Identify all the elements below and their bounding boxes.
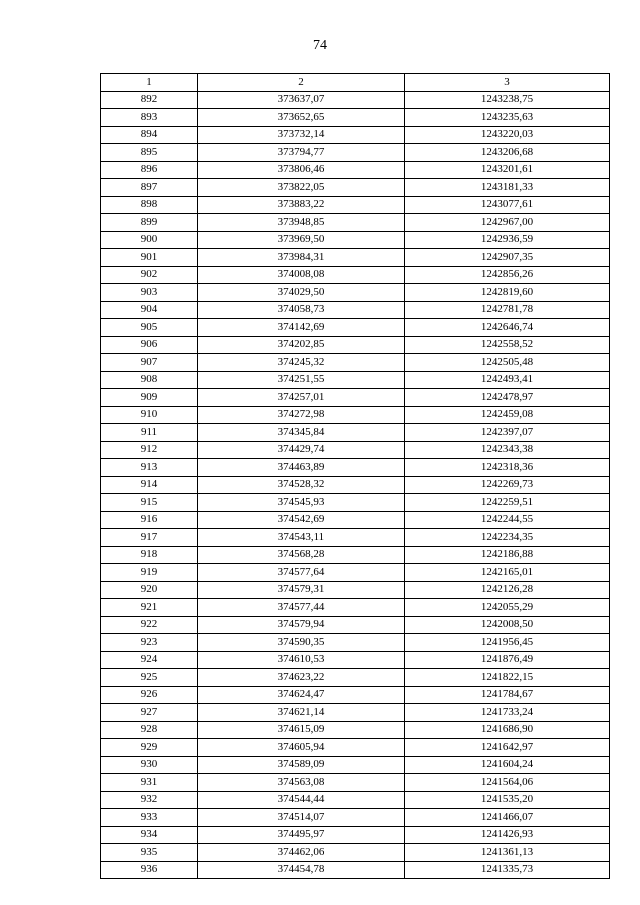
table-row <box>101 721 610 739</box>
table-cell: 1242008,50 <box>405 616 610 634</box>
table-cell: 913 <box>101 459 198 477</box>
table-row <box>101 774 610 792</box>
table-row <box>101 214 610 232</box>
table-cell: 924 <box>101 651 198 669</box>
table-row <box>101 109 610 127</box>
table-row <box>101 441 610 459</box>
table-cell: 374610,53 <box>198 651 405 669</box>
table-cell: 1242781,78 <box>405 301 610 319</box>
table-cell: 374563,08 <box>198 774 405 792</box>
table-cell: 374495,97 <box>198 826 405 844</box>
table-cell: 373969,50 <box>198 231 405 249</box>
table-cell: 896 <box>101 161 198 179</box>
table-cell: 1241733,24 <box>405 704 610 722</box>
table-cell: 374621,14 <box>198 704 405 722</box>
table-cell: 897 <box>101 179 198 197</box>
table-cell: 1242819,60 <box>405 284 610 302</box>
table-row <box>101 459 610 477</box>
table-cell: 1242558,52 <box>405 336 610 354</box>
table-row <box>101 371 610 389</box>
table-cell: 374545,93 <box>198 494 405 512</box>
table-cell: 374514,07 <box>198 809 405 827</box>
table-cell: 1241604,24 <box>405 756 610 774</box>
table-cell: 374605,94 <box>198 739 405 757</box>
table-row <box>101 704 610 722</box>
table-cell: 1243206,68 <box>405 144 610 162</box>
table-row <box>101 791 610 809</box>
table-cell: 1242234,35 <box>405 529 610 547</box>
table-row <box>101 826 610 844</box>
table-cell: 1241535,20 <box>405 791 610 809</box>
table-cell: 919 <box>101 564 198 582</box>
table-cell: 374008,08 <box>198 266 405 284</box>
table-cell: 920 <box>101 581 198 599</box>
table-body <box>101 91 610 879</box>
table-row <box>101 319 610 337</box>
table-cell: 373883,22 <box>198 196 405 214</box>
table-cell: 374429,74 <box>198 441 405 459</box>
table-cell: 923 <box>101 634 198 652</box>
table-cell: 934 <box>101 826 198 844</box>
table-cell: 911 <box>101 424 198 442</box>
table-cell: 908 <box>101 371 198 389</box>
table-row <box>101 634 610 652</box>
table-cell: 1241642,97 <box>405 739 610 757</box>
table-row <box>101 284 610 302</box>
table-cell: 374568,28 <box>198 546 405 564</box>
table-row <box>101 336 610 354</box>
table-cell: 906 <box>101 336 198 354</box>
table-cell: 935 <box>101 844 198 862</box>
table-cell: 927 <box>101 704 198 722</box>
table-cell: 374615,09 <box>198 721 405 739</box>
coordinates-table <box>100 73 610 879</box>
table-cell: 900 <box>101 231 198 249</box>
table-cell: 374029,50 <box>198 284 405 302</box>
table-cell: 915 <box>101 494 198 512</box>
table-cell: 374272,98 <box>198 406 405 424</box>
table-row <box>101 686 610 704</box>
table-cell: 1241822,15 <box>405 669 610 687</box>
table-cell: 374579,31 <box>198 581 405 599</box>
table-cell: 1241361,13 <box>405 844 610 862</box>
table-cell: 925 <box>101 669 198 687</box>
table-row <box>101 91 610 109</box>
table-cell: 373652,65 <box>198 109 405 127</box>
table-cell: 1242318,36 <box>405 459 610 477</box>
table-row <box>101 494 610 512</box>
table-cell: 1241564,06 <box>405 774 610 792</box>
table-cell: 1241784,67 <box>405 686 610 704</box>
table-row <box>101 249 610 267</box>
table-cell: 1242967,00 <box>405 214 610 232</box>
table-row <box>101 126 610 144</box>
table-cell: 901 <box>101 249 198 267</box>
column-header: 3 <box>405 74 610 92</box>
table-cell: 374462,06 <box>198 844 405 862</box>
table-cell: 374577,44 <box>198 599 405 617</box>
table-cell: 1242646,74 <box>405 319 610 337</box>
table-cell: 1241335,73 <box>405 861 610 879</box>
table-cell: 374543,11 <box>198 529 405 547</box>
table-cell: 1241876,49 <box>405 651 610 669</box>
table-cell: 1243238,75 <box>405 91 610 109</box>
table-cell: 374624,47 <box>198 686 405 704</box>
table-cell: 1242269,73 <box>405 476 610 494</box>
table-cell: 917 <box>101 529 198 547</box>
table-cell: 912 <box>101 441 198 459</box>
table-cell: 921 <box>101 599 198 617</box>
table-cell: 374345,84 <box>198 424 405 442</box>
page-number: 74 <box>313 38 327 53</box>
table-cell: 1242055,29 <box>405 599 610 617</box>
table-cell: 922 <box>101 616 198 634</box>
table-cell: 926 <box>101 686 198 704</box>
table-cell: 373822,05 <box>198 179 405 197</box>
table-cell: 374542,69 <box>198 511 405 529</box>
table-cell: 1243181,33 <box>405 179 610 197</box>
table-cell: 1242186,88 <box>405 546 610 564</box>
table-cell: 374579,94 <box>198 616 405 634</box>
table-cell: 374142,69 <box>198 319 405 337</box>
table-cell: 899 <box>101 214 198 232</box>
table-cell: 929 <box>101 739 198 757</box>
table-cell: 1242478,97 <box>405 389 610 407</box>
table-cell: 1242856,26 <box>405 266 610 284</box>
column-header: 2 <box>198 74 405 92</box>
table-header-row <box>101 74 610 92</box>
table-cell: 374463,89 <box>198 459 405 477</box>
table-cell: 1242936,59 <box>405 231 610 249</box>
table-row <box>101 511 610 529</box>
table-row <box>101 161 610 179</box>
table-cell: 1242505,48 <box>405 354 610 372</box>
table-cell: 1243201,61 <box>405 161 610 179</box>
table-cell: 374454,78 <box>198 861 405 879</box>
table-row <box>101 179 610 197</box>
table-cell: 1241466,07 <box>405 809 610 827</box>
table-cell: 1242907,35 <box>405 249 610 267</box>
table-row <box>101 861 610 879</box>
table-cell: 1241686,90 <box>405 721 610 739</box>
column-header: 1 <box>101 74 198 92</box>
table-cell: 910 <box>101 406 198 424</box>
table-cell: 373732,14 <box>198 126 405 144</box>
table-cell: 1242165,01 <box>405 564 610 582</box>
table-row <box>101 844 610 862</box>
table-row <box>101 529 610 547</box>
table-cell: 928 <box>101 721 198 739</box>
table-cell: 374202,85 <box>198 336 405 354</box>
table-cell: 892 <box>101 91 198 109</box>
table-row <box>101 616 610 634</box>
table-cell: 373637,07 <box>198 91 405 109</box>
table-row <box>101 231 610 249</box>
table-row <box>101 144 610 162</box>
table-cell: 374544,44 <box>198 791 405 809</box>
table-cell: 1242343,38 <box>405 441 610 459</box>
table-cell: 1242244,55 <box>405 511 610 529</box>
table-row <box>101 266 610 284</box>
table-cell: 1242126,28 <box>405 581 610 599</box>
table-cell: 373806,46 <box>198 161 405 179</box>
table-cell: 895 <box>101 144 198 162</box>
table-cell: 907 <box>101 354 198 372</box>
table-row <box>101 809 610 827</box>
table-cell: 374589,09 <box>198 756 405 774</box>
table-cell: 909 <box>101 389 198 407</box>
table-cell: 373948,85 <box>198 214 405 232</box>
table-cell: 936 <box>101 861 198 879</box>
table-row <box>101 669 610 687</box>
table-cell: 1242459,08 <box>405 406 610 424</box>
table-cell: 930 <box>101 756 198 774</box>
table-row <box>101 389 610 407</box>
table-cell: 903 <box>101 284 198 302</box>
table-row <box>101 406 610 424</box>
table-row <box>101 564 610 582</box>
table-row <box>101 546 610 564</box>
table-cell: 1242493,41 <box>405 371 610 389</box>
table-cell: 902 <box>101 266 198 284</box>
table-cell: 374245,32 <box>198 354 405 372</box>
table-row <box>101 739 610 757</box>
table-row <box>101 354 610 372</box>
table-cell: 1242397,07 <box>405 424 610 442</box>
table-cell: 374058,73 <box>198 301 405 319</box>
table-cell: 373984,31 <box>198 249 405 267</box>
table-cell: 374528,32 <box>198 476 405 494</box>
table-cell: 933 <box>101 809 198 827</box>
table-row <box>101 599 610 617</box>
table-cell: 1243220,03 <box>405 126 610 144</box>
table-cell: 374590,35 <box>198 634 405 652</box>
table-cell: 918 <box>101 546 198 564</box>
table-cell: 1241426,93 <box>405 826 610 844</box>
table-cell: 914 <box>101 476 198 494</box>
table-row <box>101 581 610 599</box>
table-row <box>101 476 610 494</box>
table-row <box>101 196 610 214</box>
table-cell: 374251,55 <box>198 371 405 389</box>
table-cell: 932 <box>101 791 198 809</box>
table-cell: 894 <box>101 126 198 144</box>
table-cell: 905 <box>101 319 198 337</box>
table-row <box>101 756 610 774</box>
table-cell: 374577,64 <box>198 564 405 582</box>
table-row <box>101 301 610 319</box>
table-cell: 374623,22 <box>198 669 405 687</box>
table-row <box>101 651 610 669</box>
table-cell: 1243235,63 <box>405 109 610 127</box>
table-cell: 893 <box>101 109 198 127</box>
table-cell: 916 <box>101 511 198 529</box>
table-cell: 1241956,45 <box>405 634 610 652</box>
table-cell: 1242259,51 <box>405 494 610 512</box>
table-cell: 374257,01 <box>198 389 405 407</box>
table-cell: 904 <box>101 301 198 319</box>
table-cell: 931 <box>101 774 198 792</box>
table-cell: 898 <box>101 196 198 214</box>
table-cell: 373794,77 <box>198 144 405 162</box>
table-row <box>101 424 610 442</box>
table-cell: 1243077,61 <box>405 196 610 214</box>
